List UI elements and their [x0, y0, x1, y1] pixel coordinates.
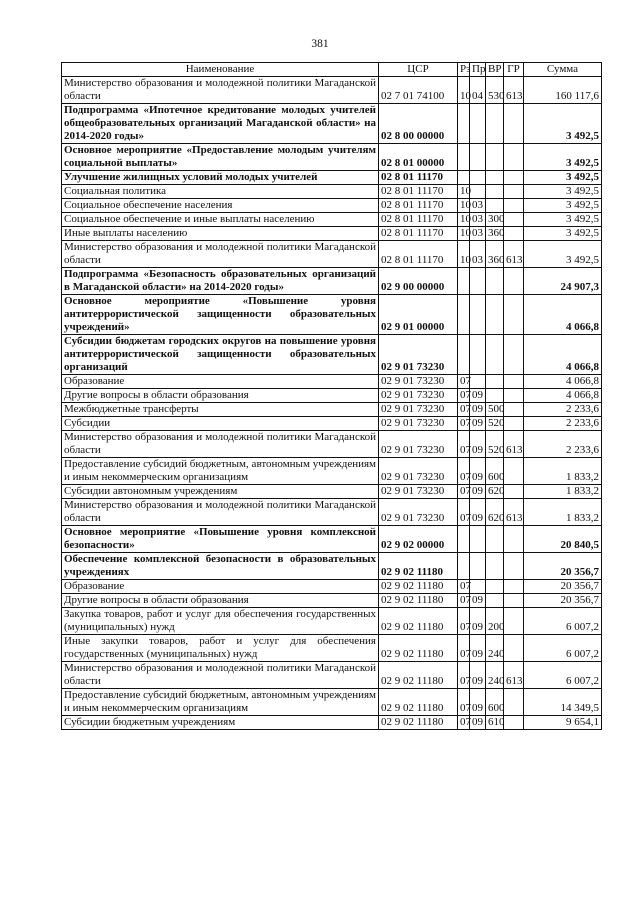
- table-row: [62, 104, 602, 144]
- cell-sum: 3 492,5: [524, 185, 602, 199]
- cell-csr: 02 8 01 11170: [379, 213, 458, 227]
- column-header-vr: ВР: [486, 63, 504, 77]
- cell-sum: 20 356,7: [524, 580, 602, 594]
- cell-pr: 09: [470, 389, 486, 403]
- cell-rz: 07: [458, 431, 470, 458]
- column-header-gr: ГР: [504, 63, 524, 77]
- table-row: [62, 417, 602, 431]
- cell-name: Социальная политика: [62, 185, 379, 199]
- cell-gr: [504, 213, 524, 227]
- cell-name: Основное мероприятие «Повышение уровня комплексной безопасности»: [62, 526, 379, 553]
- cell-csr: 02 9 01 73230: [379, 417, 458, 431]
- cell-gr: 613: [504, 77, 524, 104]
- cell-sum: 9 654,1: [524, 716, 602, 730]
- cell-gr: 613: [504, 431, 524, 458]
- table-row: [62, 77, 602, 104]
- cell-rz: 07: [458, 375, 470, 389]
- cell-name: Улучшение жилищных условий молодых учителей: [62, 171, 379, 185]
- table-row: [62, 580, 602, 594]
- cell-name: Социальное обеспечение и иные выплаты населению: [62, 213, 379, 227]
- cell-sum: 1 833,2: [524, 485, 602, 499]
- table-row: [62, 526, 602, 553]
- table-row: [62, 485, 602, 499]
- table-row: [62, 171, 602, 185]
- cell-pr: 09: [470, 499, 486, 526]
- cell-sum: 2 233,6: [524, 417, 602, 431]
- cell-sum: 14 349,5: [524, 689, 602, 716]
- cell-gr: [504, 268, 524, 295]
- cell-rz: 10: [458, 185, 470, 199]
- cell-csr: 02 9 02 11180: [379, 716, 458, 730]
- cell-name: Субсидии: [62, 417, 379, 431]
- cell-rz: 07: [458, 635, 470, 662]
- cell-vr: [486, 594, 504, 608]
- cell-name: Субсидии бюджетным учреждениям: [62, 716, 379, 730]
- cell-name: Предоставление субсидий бюджетным, автономным учреждениям и иным некоммерческим организациям: [62, 458, 379, 485]
- cell-csr: 02 9 02 11180: [379, 689, 458, 716]
- cell-pr: [470, 104, 486, 144]
- cell-gr: [504, 403, 524, 417]
- cell-rz: [458, 268, 470, 295]
- cell-pr: 09: [470, 689, 486, 716]
- cell-vr: [486, 144, 504, 171]
- cell-csr: 02 9 02 11180: [379, 608, 458, 635]
- cell-vr: 200: [486, 608, 504, 635]
- cell-gr: [504, 580, 524, 594]
- cell-vr: 600: [486, 458, 504, 485]
- column-header-csr: ЦСР: [379, 63, 458, 77]
- cell-csr: 02 8 01 11170: [379, 241, 458, 268]
- cell-sum: 6 007,2: [524, 608, 602, 635]
- cell-csr: 02 9 01 73230: [379, 375, 458, 389]
- cell-name: Предоставление субсидий бюджетным, автономным учреждениям и иным некоммерческим организациям: [62, 689, 379, 716]
- cell-sum: 1 833,2: [524, 458, 602, 485]
- table-body: [62, 77, 602, 730]
- page-number: 381: [311, 38, 329, 50]
- cell-rz: 07: [458, 485, 470, 499]
- cell-rz: [458, 104, 470, 144]
- cell-gr: [504, 635, 524, 662]
- cell-pr: 03: [470, 227, 486, 241]
- cell-gr: 613: [504, 241, 524, 268]
- cell-csr: 02 8 01 11170: [379, 199, 458, 213]
- cell-csr: 02 9 01 73230: [379, 403, 458, 417]
- table-row: [62, 594, 602, 608]
- cell-sum: 1 833,2: [524, 499, 602, 526]
- cell-pr: [470, 335, 486, 375]
- table-header-row: [62, 63, 602, 77]
- cell-csr: 02 7 01 74100: [379, 77, 458, 104]
- cell-gr: [504, 716, 524, 730]
- cell-name: Другие вопросы в области образования: [62, 594, 379, 608]
- cell-vr: 360: [486, 241, 504, 268]
- cell-rz: 07: [458, 403, 470, 417]
- cell-rz: 07: [458, 662, 470, 689]
- cell-name: Субсидии автономным учреждениям: [62, 485, 379, 499]
- cell-name: Иные закупки товаров, работ и услуг для обеспечения государственных (муниципальных) нужд: [62, 635, 379, 662]
- cell-csr: 02 8 01 00000: [379, 144, 458, 171]
- cell-sum: 3 492,5: [524, 104, 602, 144]
- cell-vr: 600: [486, 689, 504, 716]
- cell-gr: [504, 553, 524, 580]
- table-row: [62, 608, 602, 635]
- cell-sum: 20 356,7: [524, 594, 602, 608]
- cell-vr: [486, 335, 504, 375]
- cell-vr: 520: [486, 417, 504, 431]
- cell-name: Министерство образования и молодежной политики Магаданской области: [62, 662, 379, 689]
- cell-name: Министерство образования и молодежной политики Магаданской области: [62, 499, 379, 526]
- cell-name: Другие вопросы в области образования: [62, 389, 379, 403]
- cell-csr: 02 9 01 73230: [379, 499, 458, 526]
- cell-sum: 4 066,8: [524, 295, 602, 335]
- cell-sum: 24 907,3: [524, 268, 602, 295]
- cell-pr: [470, 144, 486, 171]
- cell-pr: [470, 375, 486, 389]
- cell-gr: [504, 199, 524, 213]
- cell-rz: 10: [458, 213, 470, 227]
- table-row: [62, 553, 602, 580]
- cell-sum: 4 066,8: [524, 335, 602, 375]
- cell-name: Министерство образования и молодежной политики Магаданской области: [62, 77, 379, 104]
- cell-pr: 03: [470, 241, 486, 268]
- cell-gr: [504, 485, 524, 499]
- cell-vr: [486, 185, 504, 199]
- cell-pr: [470, 185, 486, 199]
- table-row: [62, 144, 602, 171]
- cell-vr: [486, 389, 504, 403]
- cell-gr: [504, 689, 524, 716]
- cell-gr: [504, 104, 524, 144]
- cell-pr: [470, 553, 486, 580]
- cell-rz: 10: [458, 199, 470, 213]
- table-row: [62, 268, 602, 295]
- table-row: [62, 458, 602, 485]
- cell-pr: 09: [470, 608, 486, 635]
- cell-rz: 07: [458, 608, 470, 635]
- cell-name: Обеспечение комплексной безопасности в образовательных учреждениях: [62, 553, 379, 580]
- table-row: [62, 635, 602, 662]
- cell-sum: 3 492,5: [524, 171, 602, 185]
- cell-sum: 6 007,2: [524, 635, 602, 662]
- cell-vr: 240: [486, 662, 504, 689]
- cell-rz: [458, 553, 470, 580]
- cell-name: Подпрограмма «Безопасность образовательных организаций в Магаданской области» на 2014-2020 годы»: [62, 268, 379, 295]
- cell-pr: 09: [470, 594, 486, 608]
- cell-rz: 10: [458, 227, 470, 241]
- cell-vr: [486, 268, 504, 295]
- cell-gr: [504, 375, 524, 389]
- cell-sum: 6 007,2: [524, 662, 602, 689]
- cell-pr: 09: [470, 458, 486, 485]
- cell-rz: 07: [458, 389, 470, 403]
- cell-name: Межбюджетные трансферты: [62, 403, 379, 417]
- cell-name: Министерство образования и молодежной политики Магаданской области: [62, 241, 379, 268]
- cell-vr: 240: [486, 635, 504, 662]
- cell-gr: [504, 295, 524, 335]
- cell-vr: 360: [486, 227, 504, 241]
- cell-rz: [458, 295, 470, 335]
- table-row: [62, 431, 602, 458]
- cell-csr: 02 9 02 11180: [379, 553, 458, 580]
- cell-vr: 610: [486, 716, 504, 730]
- cell-csr: 02 8 01 11170: [379, 227, 458, 241]
- cell-rz: 07: [458, 499, 470, 526]
- cell-name: Иные выплаты населению: [62, 227, 379, 241]
- cell-name: Основное мероприятие «Повышение уровня антитеррористической защищенности образовательных учреждений»: [62, 295, 379, 335]
- cell-csr: 02 9 02 00000: [379, 526, 458, 553]
- cell-sum: 20 356,7: [524, 553, 602, 580]
- cell-csr: 02 9 01 73230: [379, 335, 458, 375]
- cell-gr: [504, 389, 524, 403]
- table-row: [62, 199, 602, 213]
- cell-pr: [470, 171, 486, 185]
- cell-csr: 02 9 01 73230: [379, 458, 458, 485]
- cell-gr: [504, 526, 524, 553]
- cell-rz: [458, 335, 470, 375]
- table-row: [62, 185, 602, 199]
- cell-gr: [504, 594, 524, 608]
- cell-pr: [470, 526, 486, 553]
- cell-pr: 03: [470, 213, 486, 227]
- cell-csr: 02 9 01 73230: [379, 431, 458, 458]
- cell-gr: [504, 417, 524, 431]
- cell-name: Образование: [62, 580, 379, 594]
- cell-pr: 09: [470, 431, 486, 458]
- cell-rz: 07: [458, 458, 470, 485]
- cell-csr: 02 8 01 11170: [379, 171, 458, 185]
- cell-pr: 09: [470, 403, 486, 417]
- cell-csr: 02 9 01 00000: [379, 295, 458, 335]
- cell-gr: [504, 185, 524, 199]
- cell-csr: 02 9 02 11180: [379, 635, 458, 662]
- cell-rz: [458, 526, 470, 553]
- cell-vr: [486, 171, 504, 185]
- cell-sum: 3 492,5: [524, 213, 602, 227]
- cell-pr: 09: [470, 485, 486, 499]
- table-row: [62, 403, 602, 417]
- table-row: [62, 375, 602, 389]
- table-row: [62, 689, 602, 716]
- table-row: [62, 662, 602, 689]
- cell-rz: 07: [458, 594, 470, 608]
- cell-csr: 02 9 02 11180: [379, 594, 458, 608]
- cell-vr: [486, 580, 504, 594]
- cell-rz: 10: [458, 241, 470, 268]
- cell-sum: 3 492,5: [524, 199, 602, 213]
- cell-csr: 02 9 00 00000: [379, 268, 458, 295]
- cell-vr: 500: [486, 403, 504, 417]
- table-row: [62, 389, 602, 403]
- cell-rz: 07: [458, 716, 470, 730]
- cell-sum: 4 066,8: [524, 389, 602, 403]
- cell-gr: [504, 458, 524, 485]
- cell-rz: [458, 171, 470, 185]
- cell-name: Основное мероприятие «Предоставление молодым учителям социальной выплаты»: [62, 144, 379, 171]
- cell-pr: [470, 295, 486, 335]
- cell-pr: [470, 268, 486, 295]
- cell-sum: 3 492,5: [524, 144, 602, 171]
- cell-pr: 03: [470, 199, 486, 213]
- cell-csr: 02 9 01 73230: [379, 389, 458, 403]
- cell-sum: 2 233,6: [524, 403, 602, 417]
- cell-vr: [486, 375, 504, 389]
- table-row: [62, 241, 602, 268]
- table-row: [62, 213, 602, 227]
- cell-gr: [504, 608, 524, 635]
- cell-pr: 09: [470, 635, 486, 662]
- cell-pr: 04: [470, 77, 486, 104]
- table-row: [62, 295, 602, 335]
- cell-gr: [504, 144, 524, 171]
- cell-vr: [486, 295, 504, 335]
- cell-sum: 3 492,5: [524, 241, 602, 268]
- cell-pr: [470, 580, 486, 594]
- cell-gr: [504, 171, 524, 185]
- cell-csr: 02 9 01 73230: [379, 485, 458, 499]
- cell-vr: [486, 104, 504, 144]
- cell-rz: 10: [458, 77, 470, 104]
- cell-rz: 07: [458, 580, 470, 594]
- column-header-sum: Сумма: [524, 63, 602, 77]
- column-header-name: Наименование: [62, 63, 379, 77]
- cell-csr: 02 8 01 11170: [379, 185, 458, 199]
- cell-pr: 09: [470, 417, 486, 431]
- table-row: [62, 499, 602, 526]
- cell-name: Образование: [62, 375, 379, 389]
- cell-sum: 3 492,5: [524, 227, 602, 241]
- column-header-pr: Пр: [470, 63, 486, 77]
- cell-pr: 09: [470, 662, 486, 689]
- cell-gr: 613: [504, 499, 524, 526]
- cell-vr: 620: [486, 499, 504, 526]
- cell-gr: [504, 227, 524, 241]
- cell-vr: [486, 553, 504, 580]
- cell-name: Подпрограмма «Ипотечное кредитование молодых учителей общеобразовательных организаций Магаданской области» на 2014-2020 годы»: [62, 104, 379, 144]
- cell-csr: 02 9 02 11180: [379, 662, 458, 689]
- cell-rz: 07: [458, 417, 470, 431]
- column-header-rz: Рз: [458, 63, 470, 77]
- cell-sum: 2 233,6: [524, 431, 602, 458]
- cell-rz: [458, 144, 470, 171]
- cell-vr: 530: [486, 77, 504, 104]
- table-row: [62, 716, 602, 730]
- cell-gr: 613: [504, 662, 524, 689]
- cell-vr: 300: [486, 213, 504, 227]
- cell-pr: 09: [470, 716, 486, 730]
- cell-vr: [486, 526, 504, 553]
- cell-csr: 02 9 02 11180: [379, 580, 458, 594]
- cell-name: Социальное обеспечение населения: [62, 199, 379, 213]
- budget-table: [61, 62, 602, 730]
- table-row: [62, 335, 602, 375]
- cell-rz: 07: [458, 689, 470, 716]
- table-row: [62, 227, 602, 241]
- cell-name: Субсидии бюджетам городских округов на повышение уровня антитеррористической защищенности образовательных организаций: [62, 335, 379, 375]
- cell-vr: 620: [486, 485, 504, 499]
- cell-csr: 02 8 00 00000: [379, 104, 458, 144]
- cell-sum: 20 840,5: [524, 526, 602, 553]
- cell-gr: [504, 335, 524, 375]
- cell-name: Министерство образования и молодежной политики Магаданской области: [62, 431, 379, 458]
- cell-vr: 520: [486, 431, 504, 458]
- cell-name: Закупка товаров, работ и услуг для обеспечения государственных (муниципальных) нужд: [62, 608, 379, 635]
- cell-sum: 4 066,8: [524, 375, 602, 389]
- cell-vr: [486, 199, 504, 213]
- cell-sum: 160 117,6: [524, 77, 602, 104]
